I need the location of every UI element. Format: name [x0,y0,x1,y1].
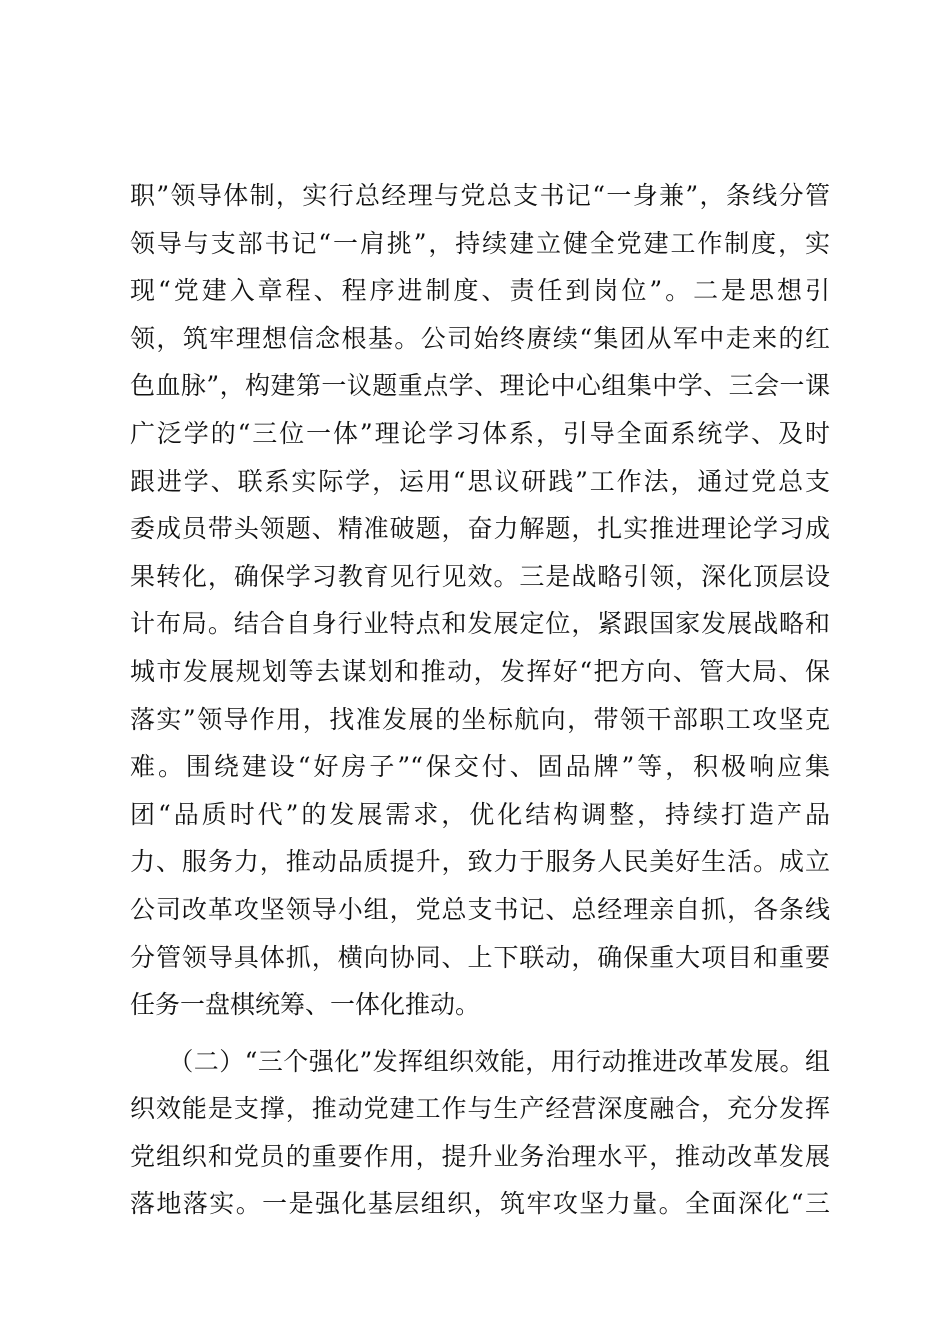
text-line: 现“党建入章程、程序进制度、责任到岗位”。二是思想引 [130,276,830,306]
text-line: 色血脉”，构建第一议题重点学、理论中心组集中学、三会一课 [130,371,830,401]
text-line: 果转化，确保学习教育见行见效。三是战略引领，深化顶层设 [130,561,830,591]
text-line: 广泛学的“三位一体”理论学习体系，引导全面系统学、及时 [130,418,830,448]
paragraph-leadership [130,172,830,1029]
text-line: 团“品质时代”的发展需求，优化结构调整，持续打造产品 [130,799,830,829]
text-line: 分管领导具体抓，横向协同、上下联动，确保重大项目和重要 [130,942,830,972]
text-line: 计布局。结合自身行业特点和发展定位，紧跟国家发展战略和 [130,609,830,639]
text-line: 任务一盘棋统筹、一体化推动。 [130,990,481,1020]
text-line: 力、服务力，推动品质提升，致力于服务人民美好生活。成立 [130,847,830,877]
text-line: 落地落实。一是强化基层组织，筑牢攻坚力量。全面深化“三 [130,1189,830,1219]
text-line: 党组织和党员的重要作用，提升业务治理水平，推动改革发展 [130,1141,830,1171]
text-line: 城市发展规划等去谋划和推动，发挥好“把方向、管大局、保 [130,656,830,686]
section-heading-line: （二）“三个强化”发挥组织效能，用行动推进改革发展。组 [130,1046,830,1076]
text-line: 职”领导体制，实行总经理与党总支书记“一身兼”，条线分管 [130,181,830,210]
text-line: 领，筑牢理想信念根基。公司始终赓续“集团从军中走来的红 [130,323,830,353]
text-line: 公司改革攻坚领导小组，党总支书记、总经理亲自抓，各条线 [130,894,830,924]
text-line: 织效能是支撑，推动党建工作与生产经营深度融合，充分发挥 [130,1094,830,1124]
text-line: 领导与支部书记“一肩挑”，持续建立健全党建工作制度，实 [130,228,830,258]
body-text [130,172,830,1228]
text-line: 跟进学、联系实际学，运用“思议研践”工作法，通过党总支 [130,466,830,496]
text-line: 落实”领导作用，找准发展的坐标航向，带领干部职工攻坚克 [130,704,830,734]
paragraph-section-two [130,1038,830,1228]
text-line: 委成员带头领题、精准破题，奋力解题，扎实推进理论学习成 [130,514,830,544]
text-line: 难。围绕建设“好房子”“保交付、固品牌”等，积极响应集 [130,752,830,782]
